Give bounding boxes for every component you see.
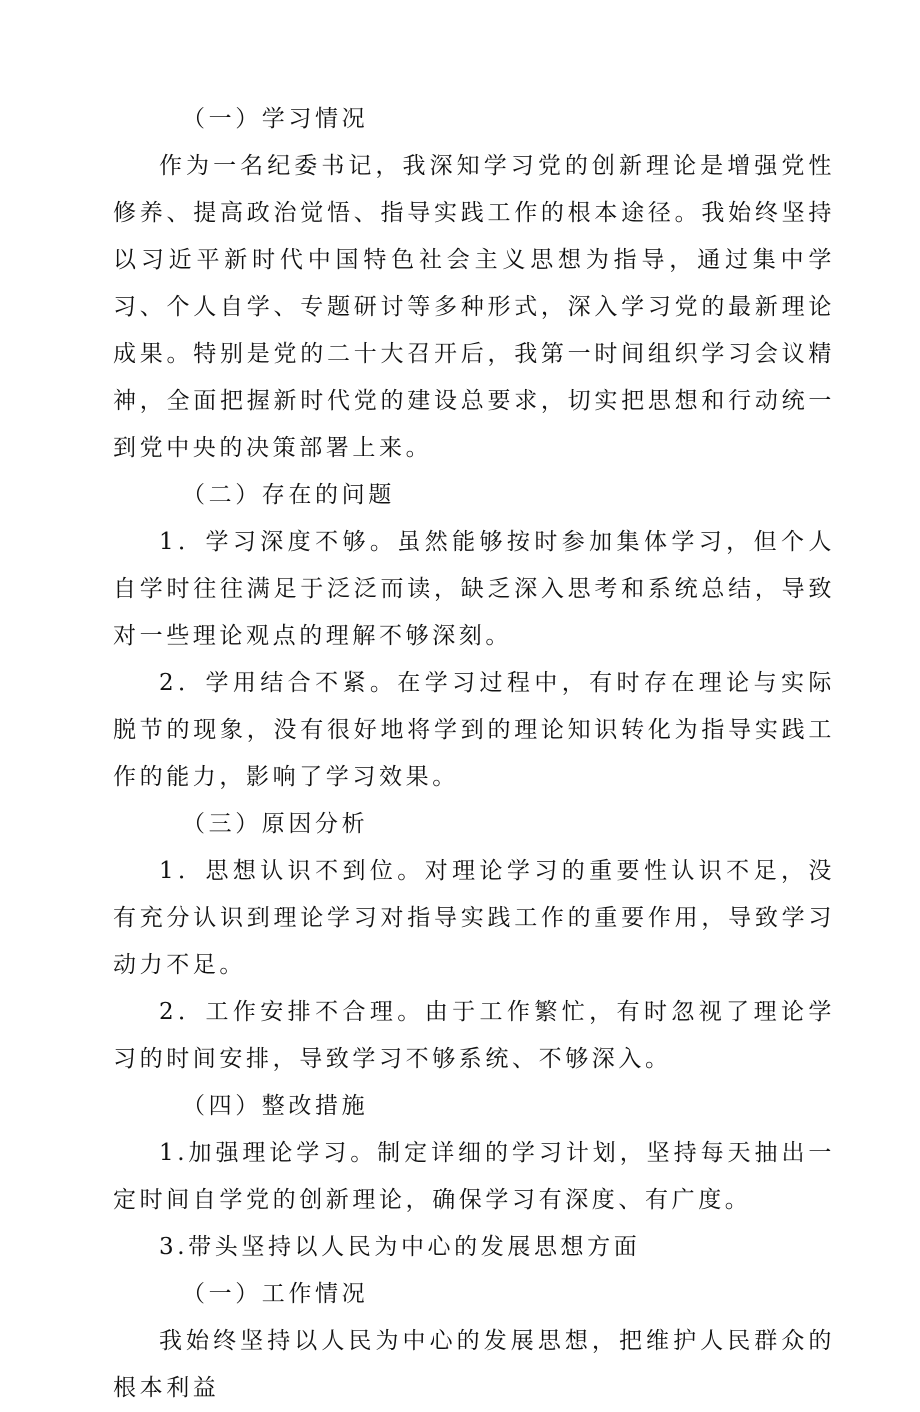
rectification-item-1: 1.加强理论学习。制定详细的学习计划，坚持每天抽出一定时间自学党的创新理论，确保学习有深度、有广度。 <box>113 1140 835 1213</box>
document-body <box>113 96 835 1412</box>
problem-item-1: 1．学习深度不够。虽然能够按时参加集体学习，但个人自学时往往满足于泛泛而读，缺乏深入思考和系统总结，导致对一些理论观点的理解不够深刻。 <box>113 529 835 649</box>
section-heading-cause-analysis: （三）原因分析 <box>182 811 369 837</box>
section-heading-work-status: （一）工作情况 <box>182 1281 369 1307</box>
section-title-people-centered: 3.带头坚持以人民为中心的发展思想方面 <box>159 1234 641 1260</box>
cause-item-1: 1．思想认识不到位。对理论学习的重要性认识不足，没有充分认识到理论学习对指导实践工作的重要作用，导致学习动力不足。 <box>113 858 835 978</box>
section-heading-rectification: （四）整改措施 <box>182 1093 369 1119</box>
section-heading-problems: （二）存在的问题 <box>182 482 395 508</box>
paragraph-work-status: 我始终坚持以人民为中心的发展思想，把维护人民群众的根本利益 <box>113 1328 835 1401</box>
section-heading-study-status: （一）学习情况 <box>182 106 369 132</box>
cause-item-2: 2．工作安排不合理。由于工作繁忙，有时忽视了理论学习的时间安排，导致学习不够系统、不够深入。 <box>113 999 835 1072</box>
paragraph-study-status: 作为一名纪委书记，我深知学习党的创新理论是增强党性修养、提高政治觉悟、指导实践工作的根本途径。我始终坚持以习近平新时代中国特色社会主义思想为指导，通过集中学习、个人自学、专题研讨等多种形式，深入学习党的最新理论成果。特别是党的二十大召开后，我第一时间组织学习会议精神，全面把握新时代党的建设总要求，切实把思想和行动统一到党中央的决策部署上来。 <box>113 153 835 461</box>
problem-item-2: 2．学用结合不紧。在学习过程中，有时存在理论与实际脱节的现象，没有很好地将学到的理论知识转化为指导实践工作的能力，影响了学习效果。 <box>113 670 835 790</box>
